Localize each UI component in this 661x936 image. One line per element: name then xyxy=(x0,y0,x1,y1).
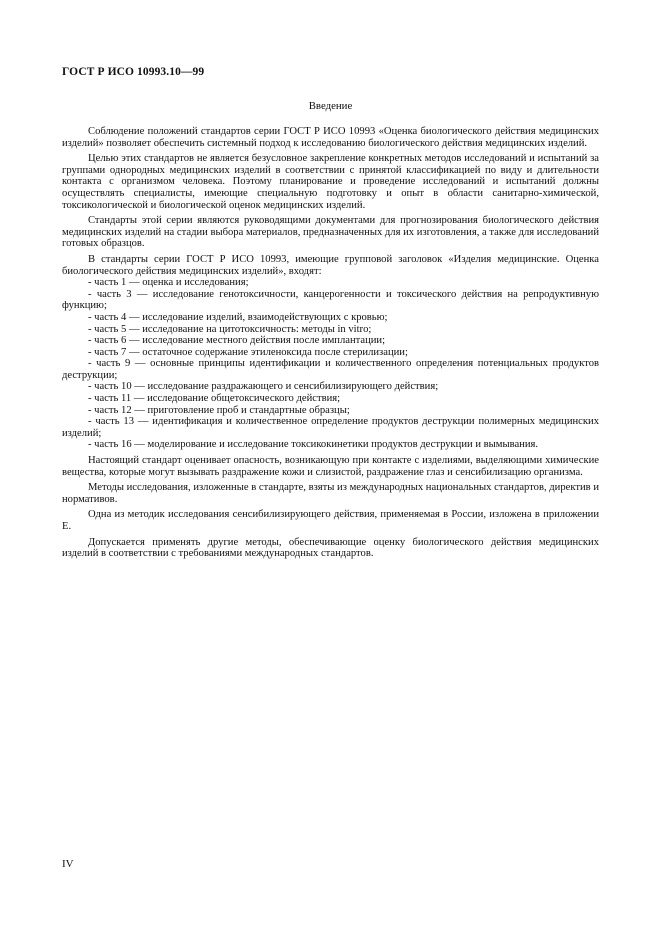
list-item: - часть 10 — исследование раздражающего и сенсибилизирующего действия; xyxy=(88,381,439,393)
paragraph: Соблюдение положений стандартов серии ГОСТ Р ИСО 10993 «Оценка биологического действия медицинских изделий» позволяет обеспечить системный подход к исследованию биологического действия медицинских изделий. xyxy=(62,126,599,149)
paragraph: Целью этих стандартов не является безусловное закрепление конкретных методов исследований и испытаний за группами однородных медицинских изделий в соответствии с принятой классификацией по виду и длительности контакта с организмом человека. Поэтому планирование и проведение исследований и испытаний должны осуществлять специалисты, имеющие специальную подготовку и опыт в области санитарно-химической, токсикологической и биологической оценок медицинских изделий. xyxy=(62,153,599,211)
list-item: - часть 9 — основные принципы идентификации и количественного определения потенциальных продуктов деструкции; xyxy=(62,358,599,381)
section-title: Введение xyxy=(308,100,353,112)
list-item: - часть 3 — исследование генотоксичности, канцерогенности и токсического действия на репродуктивную функцию; xyxy=(62,288,599,312)
list-item: - часть 6 — исследование местного действия после имплантации; xyxy=(88,335,386,347)
paragraph: Допускается применять другие методы, обеспечивающие оценку биологического действия медицинских изделий в соответствии с требованиями международных стандартов. xyxy=(62,536,599,560)
paragraph: В стандарты серии ГОСТ Р ИСО 10993, имеющие групповой заголовок «Изделия медицинские. Оценка биологического действия медицинских изделий», входят: xyxy=(62,253,599,277)
list-item: - часть 4 — исследование изделий, взаимодействующих с кровью; xyxy=(88,311,388,323)
paragraph: Методы исследования, изложенные в стандарте, взяты из международных национальных стандартов, директив и нормативов. xyxy=(62,482,599,505)
list-item: - часть 13 — идентификация и количественное определение продуктов деструкции полимерных медицинских изделий; xyxy=(62,416,599,439)
paragraph: Одна из методик исследования сенсибилизирующего действия, применяемая в России, изложена в приложении Е. xyxy=(62,509,599,532)
document-header: ГОСТ Р ИСО 10993.10—99 xyxy=(62,66,205,78)
list-item: - часть 7 — остаточное содержание этиленоксида после стерилизации; xyxy=(88,346,408,358)
list-item: - часть 5 — исследование на цитотоксичность: методы in vitro; xyxy=(88,323,372,335)
list-item: - часть 12 — приготовление проб и стандартные образцы; xyxy=(88,404,350,416)
page-number: IV xyxy=(62,858,74,870)
paragraph: Стандарты этой серии являются руководящими документами для прогнозирования биологического действия медицинских изделий на стадии выбора материалов, предназначенных для их изготовления, а также для исследований готовых образцов. xyxy=(62,215,599,250)
list-item: - часть 16 — моделирование и исследование токсикокинетики продуктов деструкции и вымывания. xyxy=(88,439,539,451)
document-body xyxy=(62,126,599,564)
paragraph: Настоящий стандарт оценивает опасность, возникающую при контакте с изделиями, выделяющими химические вещества, которые могут вызывать раздражение кожи и слизистой, раздражение глаз и сенсибилизацию организма. xyxy=(62,455,599,478)
list-item: - часть 11 — исследование общетоксического действия; xyxy=(88,393,341,405)
list-item: - часть 1 — оценка и исследования; xyxy=(88,277,249,289)
